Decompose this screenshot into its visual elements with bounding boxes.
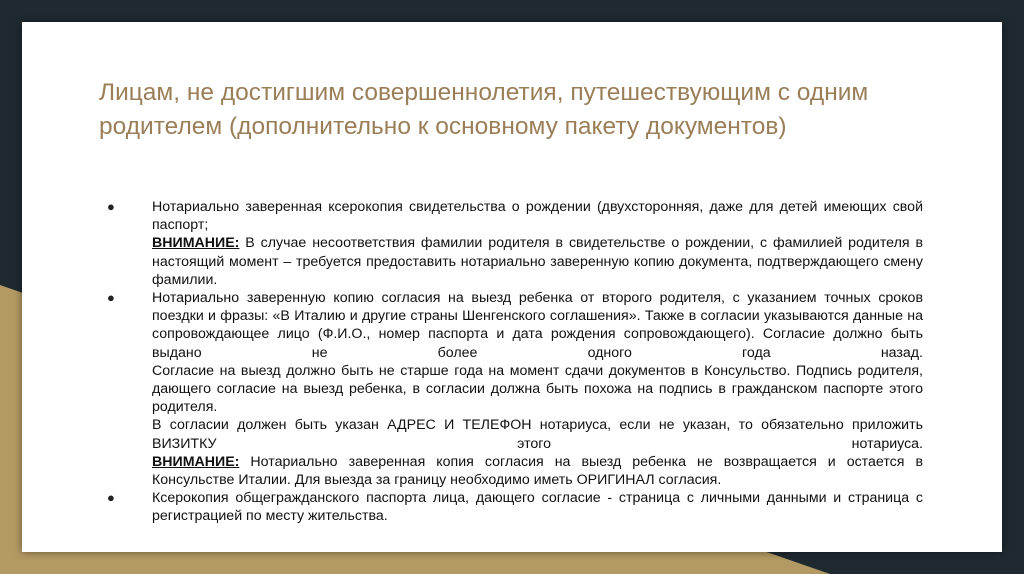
bullet-icon: ● xyxy=(107,199,115,214)
paragraph: Нотариально заверенную копию согласия на выезд ребенка от второго родителя, с указанием точных сроков поездки и фразы: «В Италию и другие страны Шенгенского соглашения». Также в согласии указываются данные на сопровождающее лицо (Ф.И.О., номер паспорта и дата рождения сопровождающего). Согласие должно быть выдано не более одного года назад. xyxy=(152,290,923,361)
warning-label: ВНИМАНИЕ: xyxy=(152,453,240,470)
paragraph: В согласии должен быть указан АДРЕС И ТЕЛЕФОН нотариуса, если не указан, то обязательно приложить ВИЗИТКУ этого нотариуса. xyxy=(152,417,923,452)
paragraph: Согласие на выезд должно быть не старше года на момент сдачи документов в Консульство. Подпись родителя, дающего согласие на выезд ребенка, в согласии должна быть похожа на подпись в гражданском паспорте этого родителя. xyxy=(152,362,923,416)
bullet-icon: ● xyxy=(107,290,115,306)
paragraph-warning xyxy=(152,234,923,289)
warning-text: В случае несоответствия фамилии родителя в свидетельстве о рождении, с фамилией родителя в настоящий момент – требуется предоставить нотариально заверенную копию документа, подтверждающего смену фамилии. xyxy=(152,235,923,288)
slide-title: Лицам, не достигшим совершеннолетия, путешествующим с одним родителем (дополнительно к основному пакету документов) xyxy=(99,79,869,140)
bullet-list xyxy=(107,198,923,526)
bullet-icon: ● xyxy=(107,490,115,506)
paragraph: Ксерокопия общегражданского паспорта лица, дающего согласие - страница с личными данными и страница с регистрацией по месту жительства. xyxy=(152,490,923,525)
slide xyxy=(22,22,1002,552)
list-item xyxy=(107,198,923,289)
paragraph-warning xyxy=(152,453,923,489)
list-item xyxy=(107,489,923,525)
warning-text: Нотариально заверенная копия согласия на выезд ребенка не возвращается и остается в Консульстве Италии. Для выезда за границу необходимо иметь ОРИГИНАЛ согласия. xyxy=(152,453,923,489)
list-item xyxy=(107,289,923,489)
paragraph: Нотариально заверенная ксерокопия свидетельства о рождении (двухсторонняя, даже для детей имеющих свой паспорт; xyxy=(152,199,923,234)
warning-label: ВНИМАНИЕ: xyxy=(152,235,240,252)
